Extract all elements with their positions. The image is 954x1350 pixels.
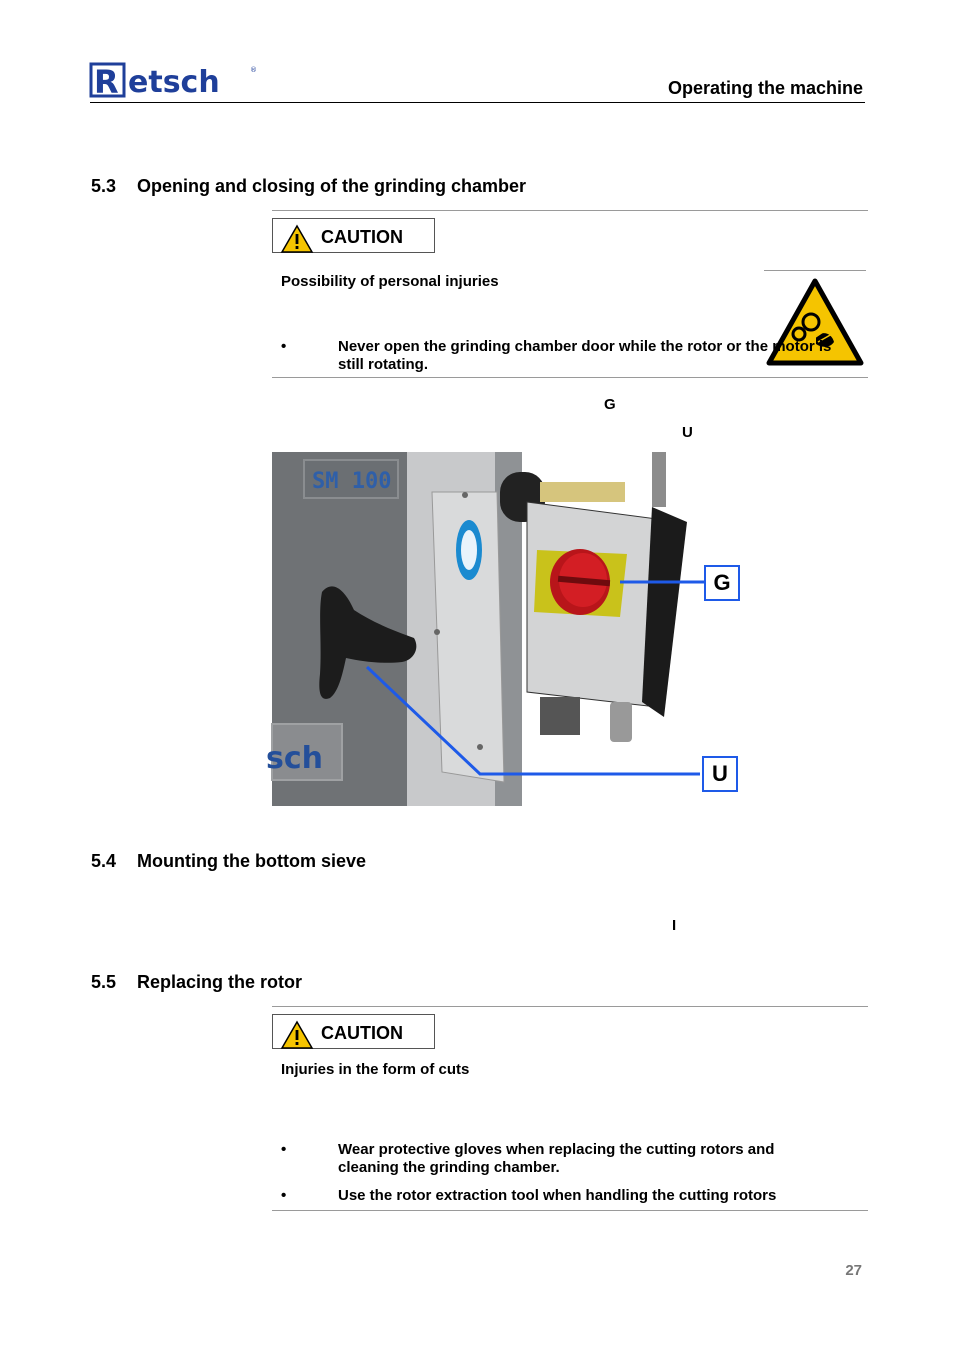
retsch-logo <box>90 62 260 100</box>
inline-ref-g: G <box>604 396 616 413</box>
callout-g: G <box>704 565 740 601</box>
section-5-3-heading <box>91 176 526 197</box>
section-number: 5.5 <box>91 972 117 992</box>
header-divider <box>90 102 865 103</box>
bullet-text: Never open the grinding chamber door while the rotor or the motor is still rotating. <box>338 338 832 373</box>
section-number: 5.4 <box>91 851 117 871</box>
warning-icon <box>281 1021 313 1049</box>
inline-ref-i: I <box>672 917 677 934</box>
svg-text:etsch: etsch <box>128 65 220 100</box>
caution-label: CAUTION <box>321 227 403 247</box>
header-title: Operating the machine <box>667 78 863 98</box>
svg-text:R: R <box>94 63 119 101</box>
bullet-mark: • <box>281 338 287 355</box>
warning-icon <box>281 225 313 253</box>
bullet-mark: • <box>281 1187 287 1204</box>
divider <box>272 377 868 378</box>
bullet-mark: • <box>281 1141 287 1158</box>
section-5-4-heading <box>91 851 366 872</box>
caution-box <box>272 1014 435 1049</box>
caution-label: CAUTION <box>321 1023 403 1043</box>
section-title: Opening and closing of the grinding chamber <box>137 176 527 196</box>
bullet-text: Wear protective gloves when replacing the cutting rotors and cleaning the grinding chamber. <box>338 1141 775 1176</box>
callout-u: U <box>702 756 738 792</box>
section-5-5-heading <box>91 972 302 993</box>
section-title: Mounting the bottom sieve <box>137 851 366 871</box>
divider <box>272 1006 868 1007</box>
bullet-text: Use the rotor extraction tool when handling the cutting rotors <box>338 1187 777 1204</box>
divider <box>272 1210 868 1211</box>
inline-ref-u: U <box>682 424 693 441</box>
caution-subtitle: Possibility of personal injuries <box>281 273 499 290</box>
model-label: SM 100 <box>312 469 392 494</box>
section-title: Replacing the rotor <box>137 972 303 992</box>
caution-subtitle: Injuries in the form of cuts <box>281 1061 470 1078</box>
page-number: 27 <box>845 1262 862 1279</box>
section-number: 5.3 <box>91 176 117 196</box>
svg-text:®: ® <box>250 66 257 74</box>
brand-text-partial: sch <box>266 741 323 776</box>
machine-figure <box>266 452 752 806</box>
divider <box>272 210 868 211</box>
divider <box>764 270 866 271</box>
caution-box <box>272 218 435 253</box>
